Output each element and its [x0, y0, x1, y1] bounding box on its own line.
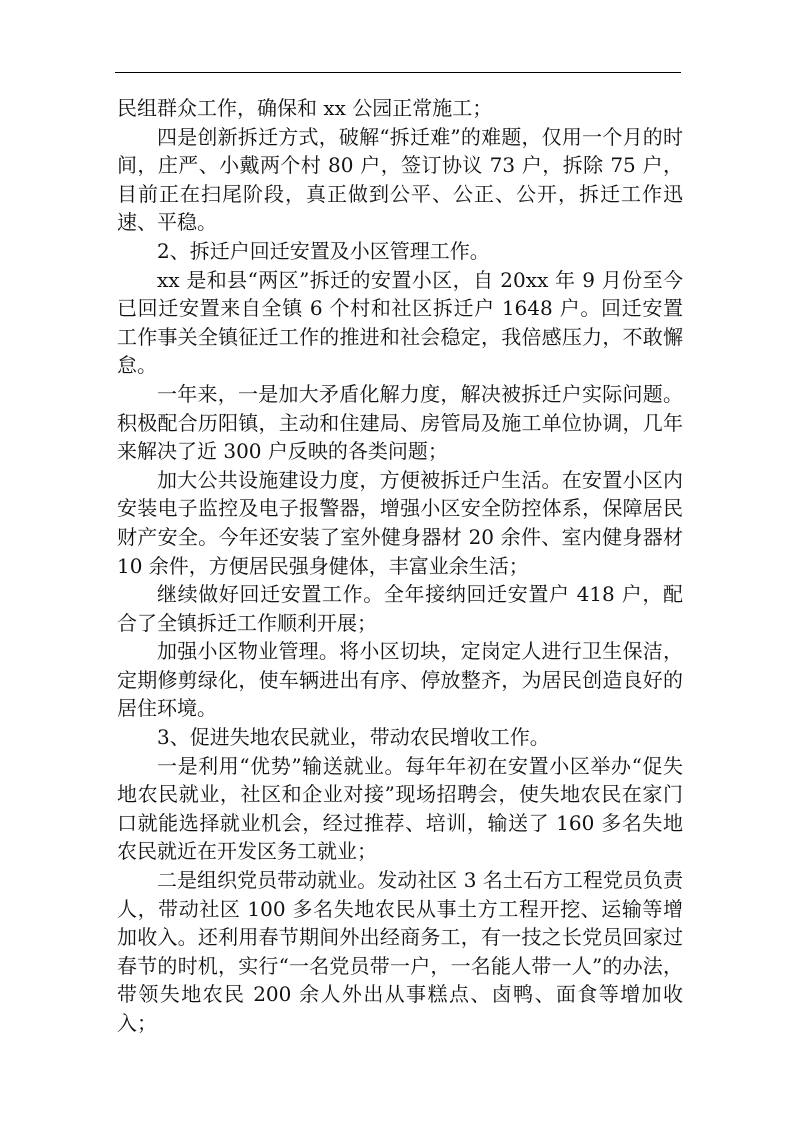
- paragraph-10: 一是利用“优势”输送就业。每年年初在安置小区举办“促失地农民就业，社区和企业对接”现场招聘会，使失地农民在家门口就能选择就业机会，经过推荐、培训，输送了 160 多名失地农民就近在开发区务工就业；: [117, 753, 683, 864]
- section-heading-2: 2、拆迁户回迁安置及小区管理工作。: [157, 238, 490, 263]
- paragraph-5: 一年来，一是加大矛盾化解力度，解决被拆迁户实际问题。积极配合历阳镇，主动和住建局、房管局及施工单位协调，几年来解决了近 300 户反映的各类问题；: [117, 381, 683, 464]
- section-heading-3: 3、促进失地农民就业，带动农民增收工作。: [157, 725, 550, 750]
- paragraph-7: 继续做好回迁安置工作。全年接纳回迁安置户 418 户，配合了全镇拆迁工作顺利开展；: [117, 582, 683, 635]
- paragraph-8: 加强小区物业管理。将小区切块，定岗定人进行卫生保洁，定期修剪绿化，使车辆进出有序、停放整齐，为居民创造良好的居住环境。: [117, 639, 683, 721]
- header-rule: [115, 72, 681, 73]
- document-body: [117, 94, 683, 1038]
- paragraph-4: xx 是和县“两区”拆迁的安置小区，自 20xx 年 9 月份至今已回迁安置来自全镇 6 个村和社区拆迁户 1648 户。回迁安置工作事关全镇征迁工作的推进和社会稳定，我倍感压力，不敢懈怠。: [117, 267, 683, 378]
- paragraph-1: 民组群众工作，确保和 xx 公园正常施工；: [117, 96, 493, 120]
- paragraph-11: 二是组织党员带动就业。发动社区 3 名土石方工程党员负责人，带动社区 100 多名失地农民从事土方工程开挖、运输等增加收入。还利用春节期间外出经商务工，有一技之长党员回家过春节的时机，实行“一名党员带一户，一名能人带一人”的办法，带领失地农民 200 余人外出从事糕点、卤鸭、面食等增加收入；: [117, 868, 683, 1035]
- paragraph-6: 加大公共设施建设力度，方便被拆迁户生活。在安置小区内安装电子监控及电子报警器，增强小区安全防控体系，保障居民财产安全。今年还安装了室外健身器材 20 余件、室内健身器材 10 余件，方便居民强身健体，丰富业余生活；: [117, 467, 683, 578]
- paragraph-2: 四是创新拆迁方式，破解“拆迁难”的难题，仅用一个月的时间，庄严、小戴两个村 80 户，签订协议 73 户，拆除 75 户，目前正在扫尾阶段，真正做到公平、公正、公开，拆迁工作迅速、平稳。: [117, 124, 683, 235]
